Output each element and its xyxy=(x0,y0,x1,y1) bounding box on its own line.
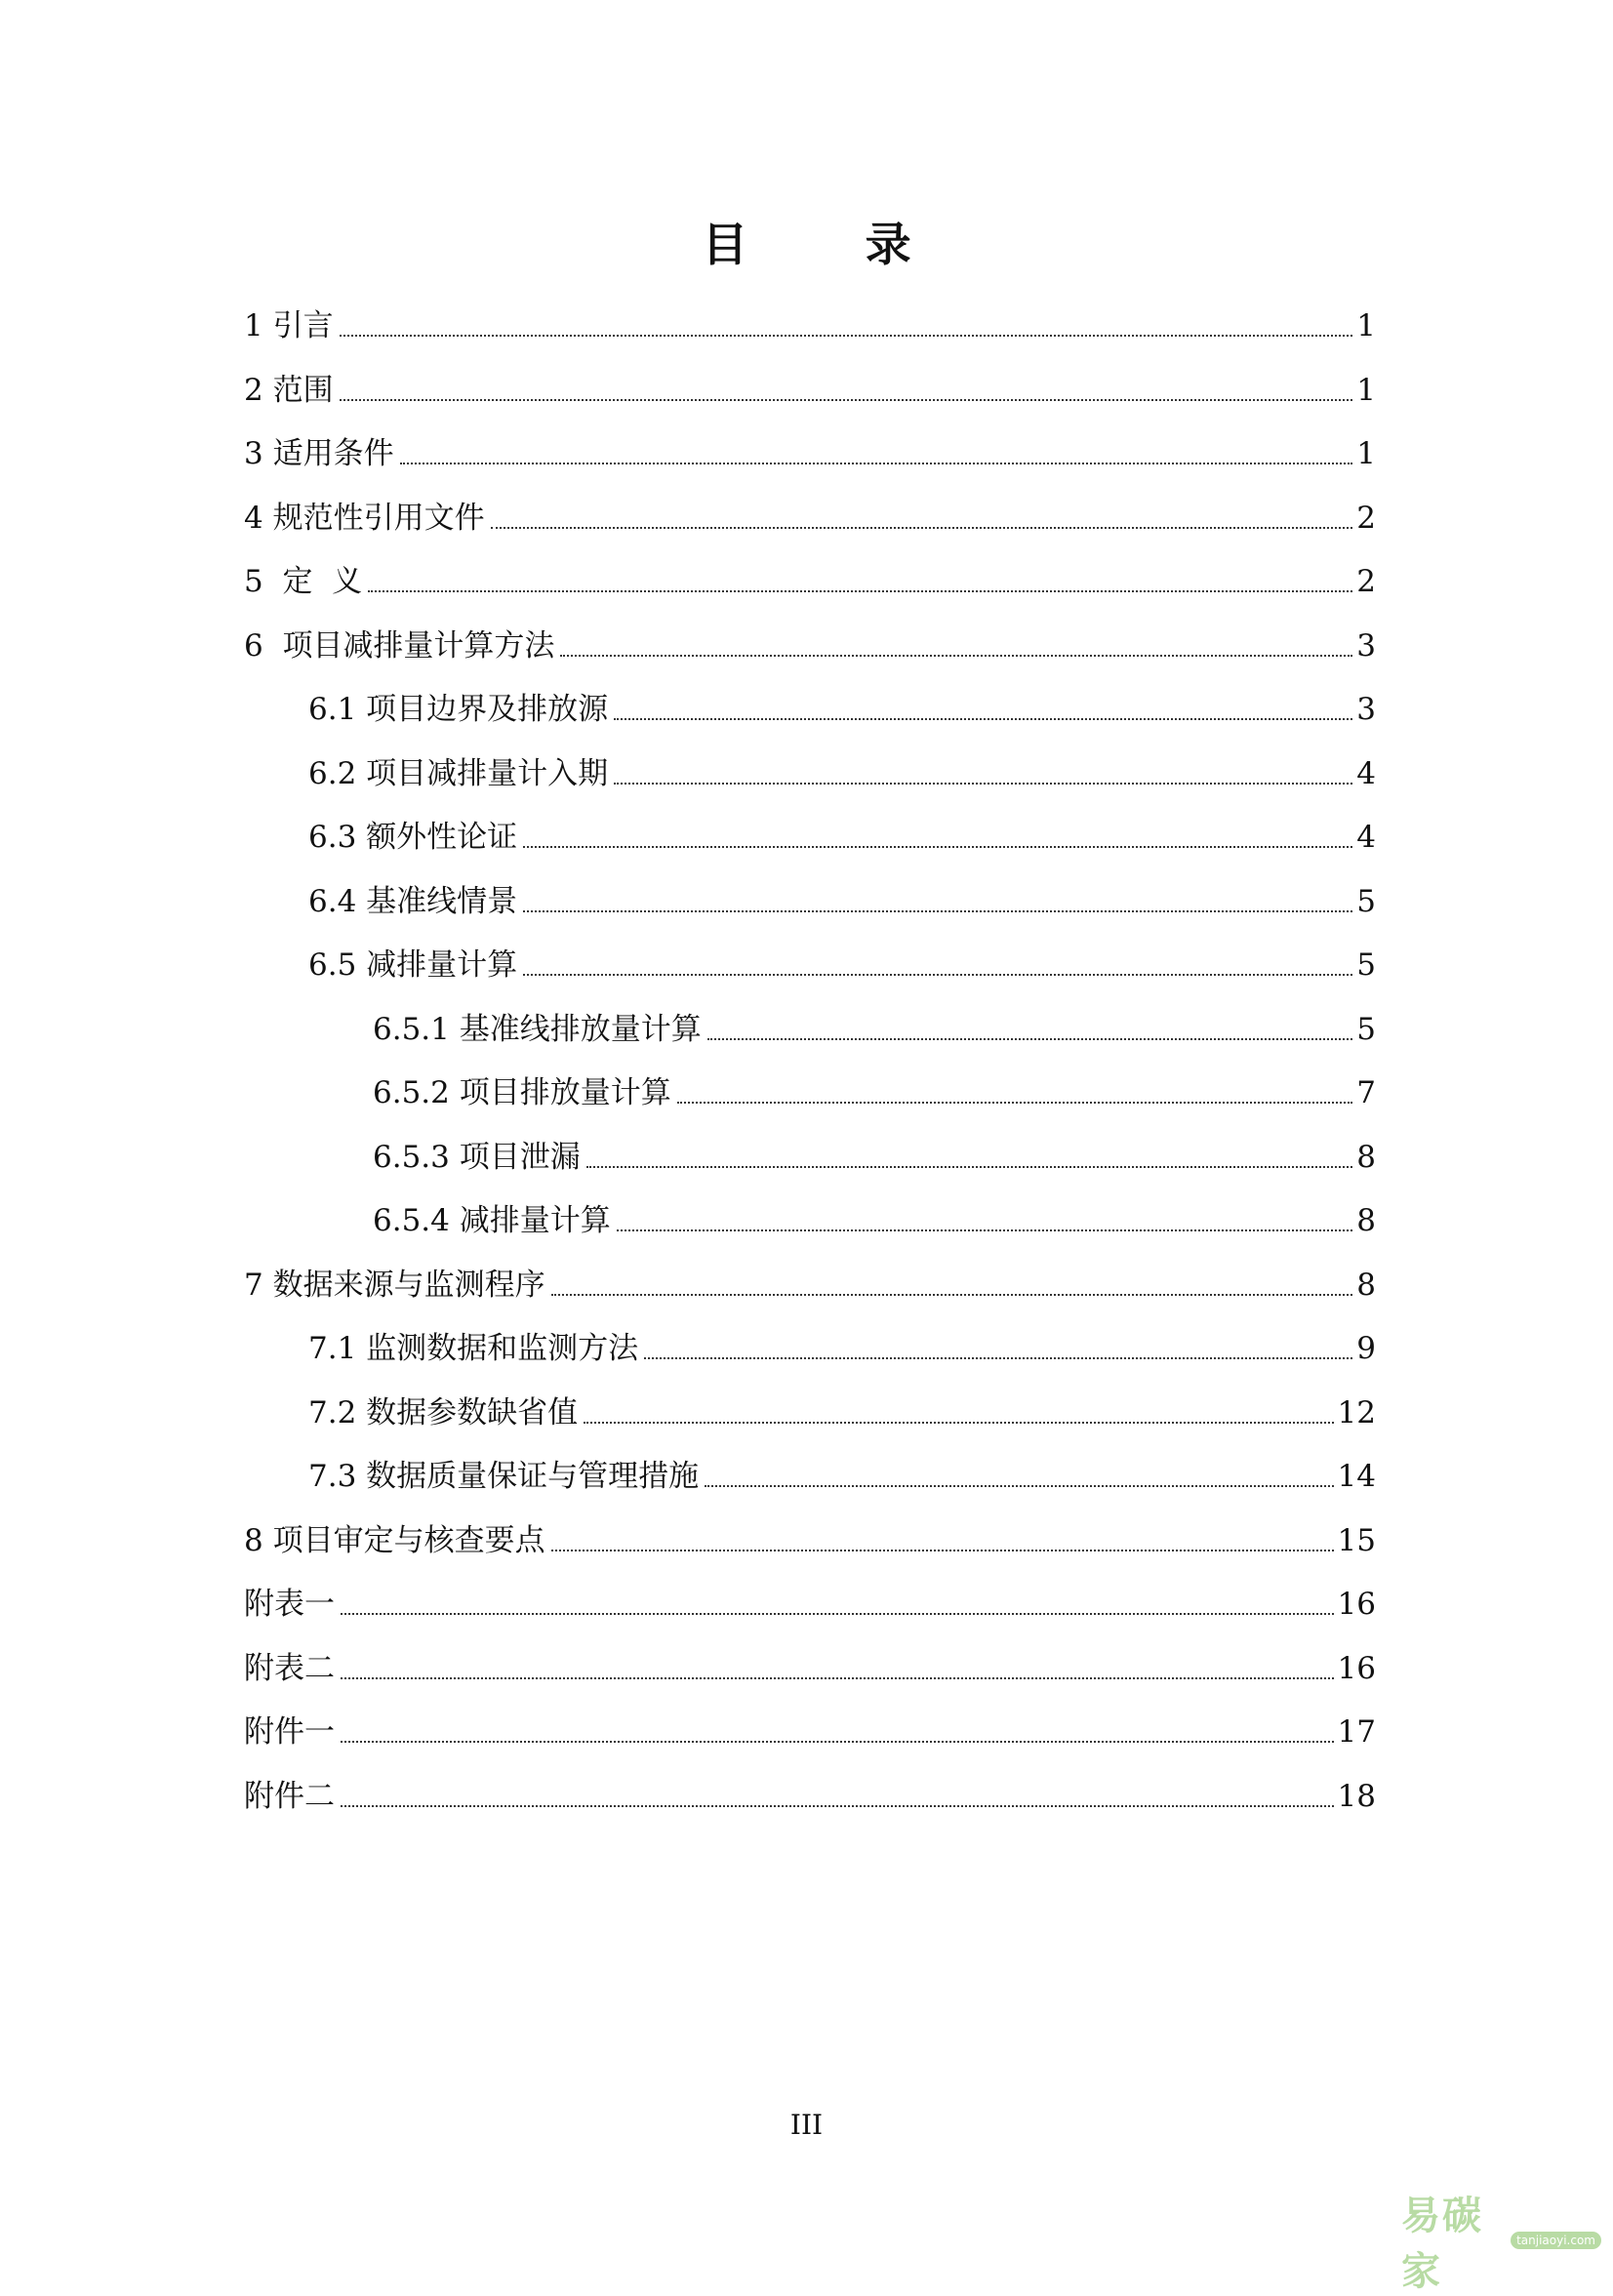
toc-entry-label: 规范性引用文件 xyxy=(272,500,485,536)
toc-entry-label: 减排量计算 xyxy=(366,947,518,983)
toc-entry[interactable] xyxy=(244,299,1376,345)
toc-dot-leader xyxy=(586,1166,1353,1168)
toc-entry-number: 6.5.3 xyxy=(373,1139,460,1175)
toc-dot-leader xyxy=(551,1550,1334,1551)
toc-entry-label: 数据参数缺省值 xyxy=(366,1394,579,1430)
page-title: 目 录 xyxy=(702,219,962,272)
toc-entry[interactable] xyxy=(244,1513,1376,1560)
toc-entry-number: 1 xyxy=(244,308,273,343)
toc-entry-page: 1 xyxy=(1356,308,1376,343)
toc-entry[interactable] xyxy=(244,1258,1376,1305)
toc-entry[interactable] xyxy=(373,1002,1376,1049)
toc-entry[interactable] xyxy=(308,1449,1376,1496)
toc-entry[interactable] xyxy=(244,1641,1376,1688)
toc-entry-label: 额外性论证 xyxy=(366,820,518,855)
toc-entry-label: 监测数据和监测方法 xyxy=(366,1331,639,1366)
toc-entry[interactable] xyxy=(244,619,1376,665)
toc-entry-number: 8 xyxy=(244,1522,273,1558)
page-number: III xyxy=(789,2109,824,2141)
toc-entry-label: 项目审定与核查要点 xyxy=(272,1522,545,1558)
toc-entry-page: 5 xyxy=(1356,947,1376,983)
toc-entry-page: 12 xyxy=(1337,1394,1376,1430)
toc-entry-label: 数据质量保证与管理措施 xyxy=(366,1459,700,1494)
toc-dot-leader xyxy=(341,1805,1334,1807)
toc-dot-leader xyxy=(341,1677,1334,1679)
toc-entry-page: 8 xyxy=(1356,1267,1376,1303)
toc-entry[interactable] xyxy=(244,1577,1376,1624)
watermark-text: 易碳家 xyxy=(1401,2194,1483,2294)
toc-dot-leader xyxy=(491,527,1353,529)
toc-entry-label: 附表二 xyxy=(244,1650,335,1686)
toc-entry-number: 6.3 xyxy=(308,820,367,855)
toc-entry-number: 5 xyxy=(244,564,283,599)
toc-dot-leader xyxy=(340,335,1353,337)
toc-entry-page: 14 xyxy=(1337,1459,1376,1494)
toc-entry-number: 4 xyxy=(244,500,273,536)
toc-entry-number: 7.1 xyxy=(308,1331,367,1366)
toc-entry-label: 引言 xyxy=(272,308,334,343)
toc-entry[interactable] xyxy=(373,1193,1376,1240)
toc-entry[interactable] xyxy=(244,491,1376,538)
toc-entry[interactable] xyxy=(308,810,1376,857)
toc-entry-number: 6.5.4 xyxy=(373,1203,460,1238)
toc-entry[interactable] xyxy=(244,1769,1376,1816)
toc-entry[interactable] xyxy=(308,938,1376,985)
toc-entry-label: 附件一 xyxy=(244,1714,335,1750)
toc-entry[interactable] xyxy=(373,1066,1376,1112)
toc-entry-page: 3 xyxy=(1356,692,1376,727)
toc-entry[interactable] xyxy=(244,426,1376,473)
toc-entry[interactable] xyxy=(244,554,1376,601)
toc-dot-leader xyxy=(614,783,1352,785)
watermark-domain: tanjiaoyi.com xyxy=(1511,2232,1601,2249)
toc-entry-label: 适用条件 xyxy=(272,436,394,471)
toc-entry-page: 8 xyxy=(1356,1203,1376,1238)
toc-entry-label: 附表一 xyxy=(244,1587,335,1622)
toc-entry-number: 6.1 xyxy=(308,692,367,727)
toc-dot-leader xyxy=(707,1038,1353,1040)
toc-entry[interactable] xyxy=(308,1321,1376,1368)
toc-entry[interactable] xyxy=(373,1130,1376,1177)
toc-dot-leader xyxy=(341,1613,1334,1615)
toc-entry-page: 8 xyxy=(1356,1139,1376,1175)
toc-dot-leader xyxy=(523,910,1352,912)
toc-entry-number: 6.2 xyxy=(308,755,367,791)
toc-entry-label: 项目边界及排放源 xyxy=(366,692,609,727)
toc-entry[interactable] xyxy=(308,874,1376,921)
toc-entry-label: 范围 xyxy=(272,372,334,408)
watermark-logo xyxy=(1401,2194,1601,2294)
toc-entry-number: 7 xyxy=(244,1267,273,1303)
toc-entry-label: 项目排放量计算 xyxy=(459,1075,671,1110)
toc-entry-label: 附件二 xyxy=(244,1778,335,1814)
toc-entry-label: 项目减排量计入期 xyxy=(366,755,609,791)
toc-dot-leader xyxy=(677,1102,1353,1104)
toc-entry-label: 数据来源与监测程序 xyxy=(272,1267,545,1303)
toc-dot-leader xyxy=(705,1485,1333,1487)
toc-dot-leader xyxy=(617,1229,1353,1231)
toc-dot-leader xyxy=(341,1741,1334,1743)
toc-entry-number: 7.2 xyxy=(308,1394,367,1430)
toc-entry-page: 7 xyxy=(1356,1075,1376,1110)
toc-entry-page: 2 xyxy=(1356,564,1376,599)
toc-entry[interactable] xyxy=(308,746,1376,793)
toc-entry-page: 5 xyxy=(1356,1011,1376,1047)
toc-entry-page: 17 xyxy=(1337,1714,1376,1750)
toc-entry-page: 4 xyxy=(1356,755,1376,791)
toc-entry-page: 4 xyxy=(1356,820,1376,855)
toc-entry-page: 15 xyxy=(1337,1522,1376,1558)
toc-entry-number: 6.4 xyxy=(308,883,367,919)
toc-dot-leader xyxy=(644,1357,1352,1359)
toc-entry[interactable] xyxy=(308,682,1376,729)
toc-dot-leader xyxy=(560,655,1352,657)
toc-entry-label: 项目泄漏 xyxy=(459,1139,581,1175)
toc-entry-number: 2 xyxy=(244,372,273,408)
toc-entry-number: 6.5.2 xyxy=(373,1075,460,1110)
toc-entry-page: 5 xyxy=(1356,883,1376,919)
toc-dot-leader xyxy=(368,590,1352,592)
toc-entry-number: 3 xyxy=(244,436,273,471)
toc-dot-leader xyxy=(551,1294,1353,1296)
toc-dot-leader xyxy=(584,1422,1333,1424)
toc-dot-leader xyxy=(523,846,1352,848)
toc-entry-page: 3 xyxy=(1356,627,1376,664)
toc-entry-label: 定 义 xyxy=(282,564,363,599)
toc-entry-number: 7.3 xyxy=(308,1459,367,1494)
toc-entry-label: 项目减排量计算方法 xyxy=(282,627,555,664)
toc-dot-leader xyxy=(340,399,1353,401)
toc-entry-number: 6.5.1 xyxy=(373,1011,460,1047)
toc-entry-page: 1 xyxy=(1356,436,1376,471)
toc-entry-label: 减排量计算 xyxy=(459,1203,611,1238)
toc-entry-number: 6 xyxy=(244,627,283,664)
toc-dot-leader xyxy=(400,463,1353,464)
toc-entry-page: 16 xyxy=(1337,1587,1376,1622)
toc-entry-number: 6.5 xyxy=(308,947,367,983)
toc-entry[interactable] xyxy=(244,1705,1376,1752)
toc-entry-page: 16 xyxy=(1337,1650,1376,1686)
toc-entry-page: 18 xyxy=(1337,1778,1376,1814)
toc-entry-page: 9 xyxy=(1356,1331,1376,1366)
toc-dot-leader xyxy=(614,718,1352,720)
toc-entry-label: 基准线情景 xyxy=(366,883,518,919)
toc-entry-label: 基准线排放量计算 xyxy=(459,1011,702,1047)
toc-entry-page: 1 xyxy=(1356,372,1376,408)
toc-dot-leader xyxy=(523,974,1352,976)
toc-entry[interactable] xyxy=(308,1386,1376,1432)
toc-entry[interactable] xyxy=(244,363,1376,410)
toc-entry-page: 2 xyxy=(1356,500,1376,536)
